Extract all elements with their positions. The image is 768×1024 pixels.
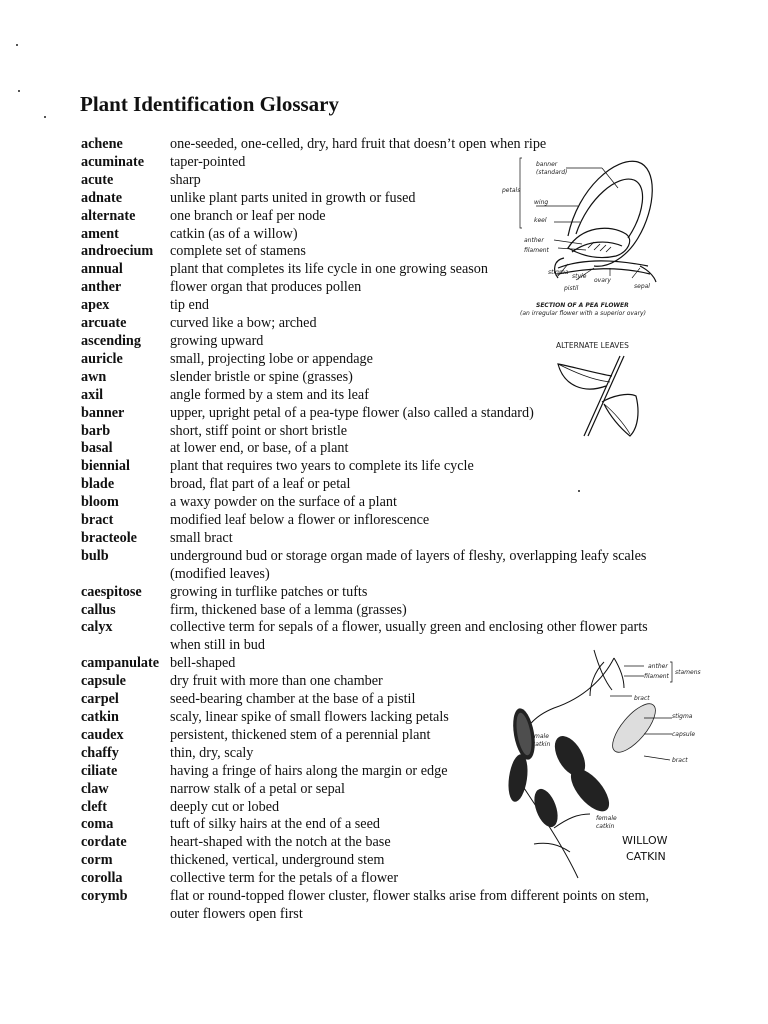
glossary-definition: scaly, linear spike of small flowers lacking petals [170,709,449,725]
glossary-term: campanulate [81,655,160,672]
glossary-definition: thin, dry, scaly [170,744,254,761]
glossary-term: biennial [81,458,130,475]
glossary-definition: collective term for sepals of a flower, usually green and enclosing other flower parts when still in bud [170,619,648,654]
glossary-definition: firm, thickened base of a lemma (grasses) [170,601,407,618]
glossary-term: ament [81,225,119,242]
glossary-term: coma [81,816,114,833]
glossary-definition: short, stiff point or short bristle [170,422,348,439]
glossary-definition: persistent, thickened stem of a perennial plant [170,726,431,743]
scan-speck [16,44,18,46]
glossary-entry [81,512,681,530]
pea-flower-figure [498,148,668,320]
pea-label-pistil: pistil [564,285,579,292]
glossary-entry [81,530,681,548]
glossary-term: chaffy [81,744,119,761]
willow-label-bract-right: bract [672,757,688,764]
glossary-entry [81,494,681,512]
glossary-term: auricle [81,350,123,367]
glossary-entry [81,440,681,458]
glossary-definition: narrow stalk of a petal or sepal [170,780,345,797]
pea-label-wing: wing [534,199,549,206]
willow-label-stigma: stigma [672,713,693,720]
glossary-definition: flat or round-topped flower cluster, flower stalks arise from different points on stem, outer flowers open first [170,888,650,922]
glossary-definition: thickened, vertical, underground stem [170,852,385,869]
glossary-definition: angle formed by a stem and its leaf [170,386,369,403]
glossary-term: barb [81,422,111,439]
glossary-term: callus [81,601,116,618]
glossary-definition: growing upward [170,332,264,349]
glossary-definition: small bract [170,529,233,546]
willow-label-bract-top: bract [634,695,650,702]
glossary-term: arcuate [81,315,127,332]
glossary-entry [81,602,681,620]
scan-speck [578,490,580,492]
glossary-definition: dry fruit with more than one chamber [170,673,383,690]
glossary-term: achene [81,136,123,152]
pea-label-ovary: ovary [594,277,611,284]
glossary-definition: one branch or leaf per node [170,207,326,224]
alternate-leaves-caption: ALTERNATE LEAVES [556,341,629,350]
glossary-term: anther [81,279,122,296]
willow-label-male-catkin: catkin [532,741,551,748]
glossary-term: catkin [81,709,119,725]
glossary-term: carpel [81,691,119,708]
pea-label-sepal: sepal [634,283,650,290]
scan-speck [18,90,20,92]
glossary-term: ciliate [81,762,118,779]
glossary-term: cordate [81,834,127,851]
glossary-definition: having a fringe of hairs along the margin or edge [170,762,448,779]
glossary-definition: growing in turflike patches or tufts [170,583,368,600]
scan-speck [44,116,46,118]
pea-label-filament: filament [524,247,549,254]
willow-title-line1: WILLOW [622,834,668,847]
glossary-term: alternate [81,207,136,224]
glossary-term: corm [81,852,113,869]
glossary-entry [81,888,681,924]
glossary-definition: curved like a bow; arched [170,315,317,332]
glossary-term: corymb [81,888,128,905]
glossary-term: blade [81,476,115,493]
glossary-definition: collective term for the petals of a flower [170,870,399,887]
glossary-definition: modified leaf below a flower or inflorescence [170,512,430,529]
glossary-term: banner [81,404,125,421]
willow-label-male: male [534,733,549,740]
pea-label-stigma: stigma [548,269,569,276]
glossary-term: awn [81,368,107,385]
willow-catkin-figure [494,638,704,888]
willow-label-stamens: stamens [675,669,701,676]
glossary-definition: bell-shaped [170,655,236,672]
glossary-term: caespitose [81,583,142,600]
glossary-definition: deeply cut or lobed [170,798,280,815]
glossary-definition: a waxy powder on the surface of a plant [170,494,397,511]
willow-label-capsule: capsule [672,731,696,738]
glossary-term: bract [81,512,114,529]
glossary-definition: tuft of silky hairs at the end of a seed [170,816,380,833]
glossary-definition: one-seeded, one-celled, dry, hard fruit that doesn’t open when ripe [170,136,547,152]
pea-figure-subcaption: (an irregular flower with a superior ovary) [520,310,646,317]
pea-figure-caption: SECTION OF A PEA FLOWER [536,302,629,309]
glossary-definition: slender bristle or spine (grasses) [170,368,353,385]
glossary-entry [81,584,681,602]
glossary-definition: underground bud or storage organ made of layers of fleshy, overlapping leafy scales (modified leaves) [170,547,647,582]
glossary-term: apex [81,297,110,314]
glossary-definition: catkin (as of a willow) [170,225,298,242]
glossary-definition: tip end [170,297,210,314]
glossary-entry [81,476,681,494]
glossary-definition: plant that requires two years to complete its life cycle [170,458,474,475]
glossary-definition: seed-bearing chamber at the base of a pistil [170,691,416,708]
pea-label-banner: banner [536,161,558,168]
glossary-term: annual [81,261,123,278]
glossary-definition: upper, upright petal of a pea-type flower (also called a standard) [170,404,534,421]
glossary-term: bloom [81,494,119,511]
glossary-definition: taper-pointed [170,153,246,170]
glossary-term: adnate [81,189,122,206]
glossary-term: bulb [81,547,109,564]
alternate-leaves-figure [550,336,660,442]
glossary-entry [81,458,681,476]
glossary-definition: flower organ that produces pollen [170,279,362,296]
glossary-definition: plant that completes its life cycle in one growing season [170,261,488,278]
page-title: Plant Identification Glossary [80,92,340,116]
glossary-definition: broad, flat part of a leaf or petal [170,476,351,493]
glossary-definition: heart-shaped with the notch at the base [170,834,391,851]
glossary-term: acuminate [81,153,145,170]
pea-label-style: style [572,273,587,280]
glossary-definition: sharp [170,171,201,188]
glossary-definition: complete set of stamens [170,243,306,260]
glossary-term: basal [81,440,113,457]
pea-label-standard: (standard) [536,169,568,176]
glossary-term: caudex [81,726,124,743]
glossary-term: axil [81,386,104,403]
glossary-definition: small, projecting lobe or appendage [170,350,373,367]
willow-title-line2: CATKIN [626,850,666,863]
glossary-term: cleft [81,798,107,815]
glossary-term: claw [81,780,109,797]
glossary-term: acute [81,171,114,188]
pea-label-petals: petals [502,187,521,194]
willow-label-female: female [596,815,617,822]
glossary-term: ascending [81,332,141,349]
glossary-term: androecium [81,243,154,260]
willow-label-female-catkin: catkin [596,823,615,830]
glossary-entry [81,548,681,584]
willow-label-filament: filament [644,673,669,680]
pea-label-anther: anther [524,237,544,244]
pea-label-keel: keel [534,217,547,224]
glossary-definition: unlike plant parts united in growth or fused [170,189,416,206]
glossary-term: bracteole [81,529,137,546]
glossary-term: corolla [81,870,123,887]
willow-label-anther: anther [648,663,668,670]
glossary-definition: at lower end, or base, of a plant [170,440,349,457]
glossary-term: capsule [81,673,126,690]
glossary-term: calyx [81,619,113,636]
